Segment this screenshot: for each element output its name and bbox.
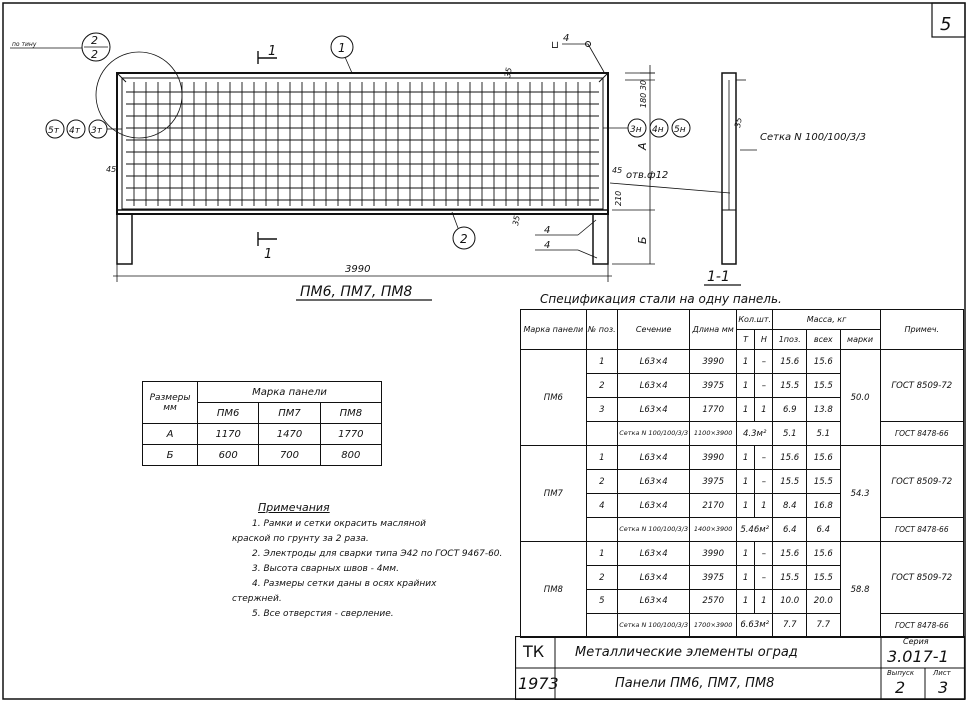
hdr-kol-n: Н	[755, 330, 773, 350]
stamp-year: 1973	[518, 674, 559, 693]
section-mark-top: 1	[268, 44, 277, 59]
cell-n: –	[755, 374, 773, 398]
dim-A: A	[636, 142, 649, 150]
cell-m1: 15.5	[773, 374, 807, 398]
total-pm8: 58.8	[840, 542, 880, 638]
cell-sec: L63×4	[617, 470, 690, 494]
cell-sec: L63×4	[617, 398, 690, 422]
dim-180-30: 180 30	[639, 80, 648, 108]
cell-n: 1	[755, 398, 773, 422]
sizes-head-left: Размеры мм	[143, 382, 198, 424]
gost-mesh-pm8: ГОСТ 8478-66	[880, 613, 963, 637]
cell-no: 3	[586, 398, 617, 422]
callout-2-bottom: 2	[91, 48, 98, 61]
cell-len: 3990	[690, 542, 737, 566]
note-line: краской по грунту за 2 раза.	[232, 534, 369, 544]
sizes-col-pm7: ПМ7	[259, 403, 320, 424]
sizes-row-label: А	[143, 424, 198, 445]
right-mark-3: 5н	[674, 125, 686, 135]
dim-35-bottom: 35	[511, 214, 522, 227]
cell-no: 1	[586, 542, 617, 566]
cell-t: 1	[736, 374, 754, 398]
hdr-mmark: марки	[840, 330, 880, 350]
hdr-marka: Марка панели	[521, 310, 587, 350]
cell-m1: 6.9	[773, 398, 807, 422]
cell-m1: 8.4	[773, 494, 807, 518]
cell-t: 1	[736, 470, 754, 494]
cell-len: 1400×3900	[690, 518, 737, 542]
part-2: 2	[460, 232, 468, 246]
cell-t: 4.3м²	[736, 422, 773, 446]
marka-pm8: ПМ8	[521, 542, 587, 638]
cell-sec: L63×4	[617, 590, 690, 614]
cell-no	[586, 613, 617, 637]
hdr-massa: Масса, кг	[773, 310, 880, 330]
right-mark-2: 4н	[652, 125, 664, 135]
section-view	[722, 73, 757, 264]
cell-sec: L63×4	[617, 350, 690, 374]
stamp-series: 3.017-1	[887, 647, 949, 666]
dim-3990: 3990	[345, 264, 371, 275]
notes-title: Примечания	[258, 501, 330, 514]
note-line: 3. Высота сварных швов - 4мм.	[252, 564, 399, 574]
stamp-issue: 2	[895, 678, 906, 697]
hdr-mall: всех	[807, 330, 841, 350]
sizes-table	[142, 381, 382, 466]
cell-sec: Сетка N 100/100/3/3	[617, 422, 690, 446]
hdr-kol: Кол.шт.	[736, 310, 773, 330]
cell-t: 1	[736, 566, 754, 590]
sizes-cell: 1170	[198, 424, 259, 445]
gost-mesh-pm6: ГОСТ 8478-66	[880, 422, 963, 446]
cell-t: 1	[736, 542, 754, 566]
gost-pm6: ГОСТ 8509-72	[880, 350, 963, 422]
sizes-cell: 600	[198, 445, 259, 466]
cell-mall: 15.5	[807, 566, 841, 590]
weld-top-prefix: ⊔	[551, 40, 559, 51]
cell-m1: 6.4	[773, 518, 807, 542]
gost-pm8: ГОСТ 8509-72	[880, 542, 963, 614]
note-line: 4. Размеры сетки даны в осях крайних	[252, 579, 437, 589]
cell-n: 1	[755, 590, 773, 614]
left-mark-2: 4т	[69, 126, 80, 136]
sizes-cell: 1770	[320, 424, 381, 445]
cell-len: 1100×3900	[690, 422, 737, 446]
stamp-sheet: 3	[938, 678, 949, 697]
cell-len: 2570	[690, 590, 737, 614]
cell-no	[586, 422, 617, 446]
sizes-head-right: Марка панели	[198, 382, 382, 403]
annot-potolku: по тину	[12, 41, 37, 48]
detail-circle	[96, 52, 182, 138]
cell-mall: 16.8	[807, 494, 841, 518]
cell-t: 6.63м²	[736, 613, 773, 637]
cell-mall: 15.5	[807, 470, 841, 494]
callout-2-top: 2	[91, 34, 98, 47]
cell-m1: 5.1	[773, 422, 807, 446]
sizes-col-pm8: ПМ8	[320, 403, 381, 424]
cell-len: 1770	[690, 398, 737, 422]
cell-mall: 20.0	[807, 590, 841, 614]
cell-t: 5.46м²	[736, 518, 773, 542]
cell-mall: 6.4	[807, 518, 841, 542]
hdr-dlina: Длина мм	[690, 310, 737, 350]
marka-pm7: ПМ7	[521, 446, 587, 542]
main-caption: ПМ6, ПМ7, ПМ8	[300, 284, 413, 300]
cell-sec: L63×4	[617, 566, 690, 590]
cell-n: 1	[755, 494, 773, 518]
cell-m1: 15.6	[773, 446, 807, 470]
cell-no	[586, 518, 617, 542]
sizes-cell: 700	[259, 445, 320, 466]
section-mark-bottom-lines	[258, 232, 277, 246]
cell-sec: L63×4	[617, 542, 690, 566]
cell-mall: 5.1	[807, 422, 841, 446]
cell-t: 1	[736, 446, 754, 470]
cell-m1: 15.5	[773, 470, 807, 494]
cell-t: 1	[736, 350, 754, 374]
mesh-grid	[126, 82, 599, 206]
hdr-prim: Примеч.	[880, 310, 963, 350]
hdr-no: № поз.	[586, 310, 617, 350]
cell-mall: 15.5	[807, 374, 841, 398]
dim-B: Б	[636, 236, 649, 244]
cell-m1: 15.5	[773, 566, 807, 590]
cell-m1: 10.0	[773, 590, 807, 614]
note-line: 5. Все отверстия - сверление.	[252, 609, 394, 619]
cell-sec: Сетка N 100/100/3/3	[617, 518, 690, 542]
cell-len: 3990	[690, 350, 737, 374]
cell-len: 3975	[690, 470, 737, 494]
cell-n: –	[755, 446, 773, 470]
cell-n: –	[755, 566, 773, 590]
cell-n: –	[755, 350, 773, 374]
side-35: 35	[733, 116, 744, 129]
sheet-number: 5	[940, 14, 952, 35]
gost-pm7: ГОСТ 8509-72	[880, 446, 963, 518]
cell-m1: 15.6	[773, 350, 807, 374]
cell-n: –	[755, 542, 773, 566]
hdr-sechenie: Сечение	[617, 310, 690, 350]
hole-label: отв.ф12	[626, 170, 669, 181]
cell-t: 1	[736, 398, 754, 422]
left-mark-3: 3т	[91, 126, 102, 136]
cell-no: 1	[586, 446, 617, 470]
cell-len: 1700×3900	[690, 613, 737, 637]
stamp-sheet-label: Лист	[933, 669, 951, 677]
sizes-row-label: Б	[143, 445, 198, 466]
right-dims	[610, 65, 730, 264]
spec-table	[520, 309, 964, 638]
cell-len: 3990	[690, 446, 737, 470]
right-mark-1: 3н	[630, 125, 642, 135]
cell-mall: 15.6	[807, 350, 841, 374]
cell-m1: 7.7	[773, 613, 807, 637]
title-block	[515, 636, 965, 700]
cell-no: 5	[586, 590, 617, 614]
cell-no: 2	[586, 470, 617, 494]
panel-elevation	[117, 73, 608, 264]
note-line: стержней.	[232, 594, 282, 604]
stamp-issue-label: Выпуск	[887, 669, 915, 677]
stamp-subtitle: Панели ПМ6, ПМ7, ПМ8	[615, 676, 775, 691]
cell-no: 1	[586, 350, 617, 374]
mesh-label: Сетка N 100/100/3/3	[760, 132, 866, 143]
dim-45-left: 45	[106, 165, 117, 174]
total-pm6: 50.0	[840, 350, 880, 446]
total-pm7: 54.3	[840, 446, 880, 542]
hdr-m1: 1поз.	[773, 330, 807, 350]
section-mark-bottom: 1	[264, 247, 273, 262]
cell-n: –	[755, 470, 773, 494]
spec-title: Спецификация стали на одну панель.	[540, 292, 782, 306]
cell-no: 2	[586, 566, 617, 590]
cell-len: 3975	[690, 566, 737, 590]
dim-210: 210	[614, 190, 623, 206]
cell-len: 3975	[690, 374, 737, 398]
cell-len: 2170	[690, 494, 737, 518]
cell-sec: Сетка N 100/100/3/3	[617, 613, 690, 637]
gost-mesh-pm7: ГОСТ 8478-66	[880, 518, 963, 542]
cell-mall: 15.6	[807, 542, 841, 566]
sizes-cell: 1470	[259, 424, 320, 445]
hdr-kol-t: Т	[736, 330, 754, 350]
cell-t: 1	[736, 494, 754, 518]
left-mark-1: 5т	[48, 126, 59, 136]
cell-t: 1	[736, 590, 754, 614]
cell-sec: L63×4	[617, 374, 690, 398]
dim-45-right: 45	[612, 166, 623, 175]
dim-35-top: 35	[503, 66, 514, 79]
stamp-title: Металлические элементы оград	[575, 645, 798, 660]
section-caption: 1-1	[707, 269, 730, 285]
stamp-org: ТК	[523, 642, 545, 661]
notes-block	[232, 500, 502, 622]
cell-no: 4	[586, 494, 617, 518]
weld-4-b: 4	[544, 240, 551, 251]
note-line: 2. Электроды для сварки типа Э42 по ГОСТ 9467-60.	[252, 549, 503, 559]
weld-4-a: 4	[544, 225, 551, 236]
cell-mall: 15.6	[807, 446, 841, 470]
cell-mall: 13.8	[807, 398, 841, 422]
stamp-series-label: Серия	[903, 637, 929, 646]
cell-mall: 7.7	[807, 613, 841, 637]
marka-pm6: ПМ6	[521, 350, 587, 446]
weld-symbol-top: 4	[563, 33, 570, 44]
cell-sec: L63×4	[617, 446, 690, 470]
cell-m1: 15.6	[773, 542, 807, 566]
cell-sec: L63×4	[617, 494, 690, 518]
sizes-col-pm6: ПМ6	[198, 403, 259, 424]
sizes-cell: 800	[320, 445, 381, 466]
note-line: 1. Рамки и сетки окрасить масляной	[252, 519, 426, 529]
cell-no: 2	[586, 374, 617, 398]
part-1: 1	[338, 41, 346, 55]
